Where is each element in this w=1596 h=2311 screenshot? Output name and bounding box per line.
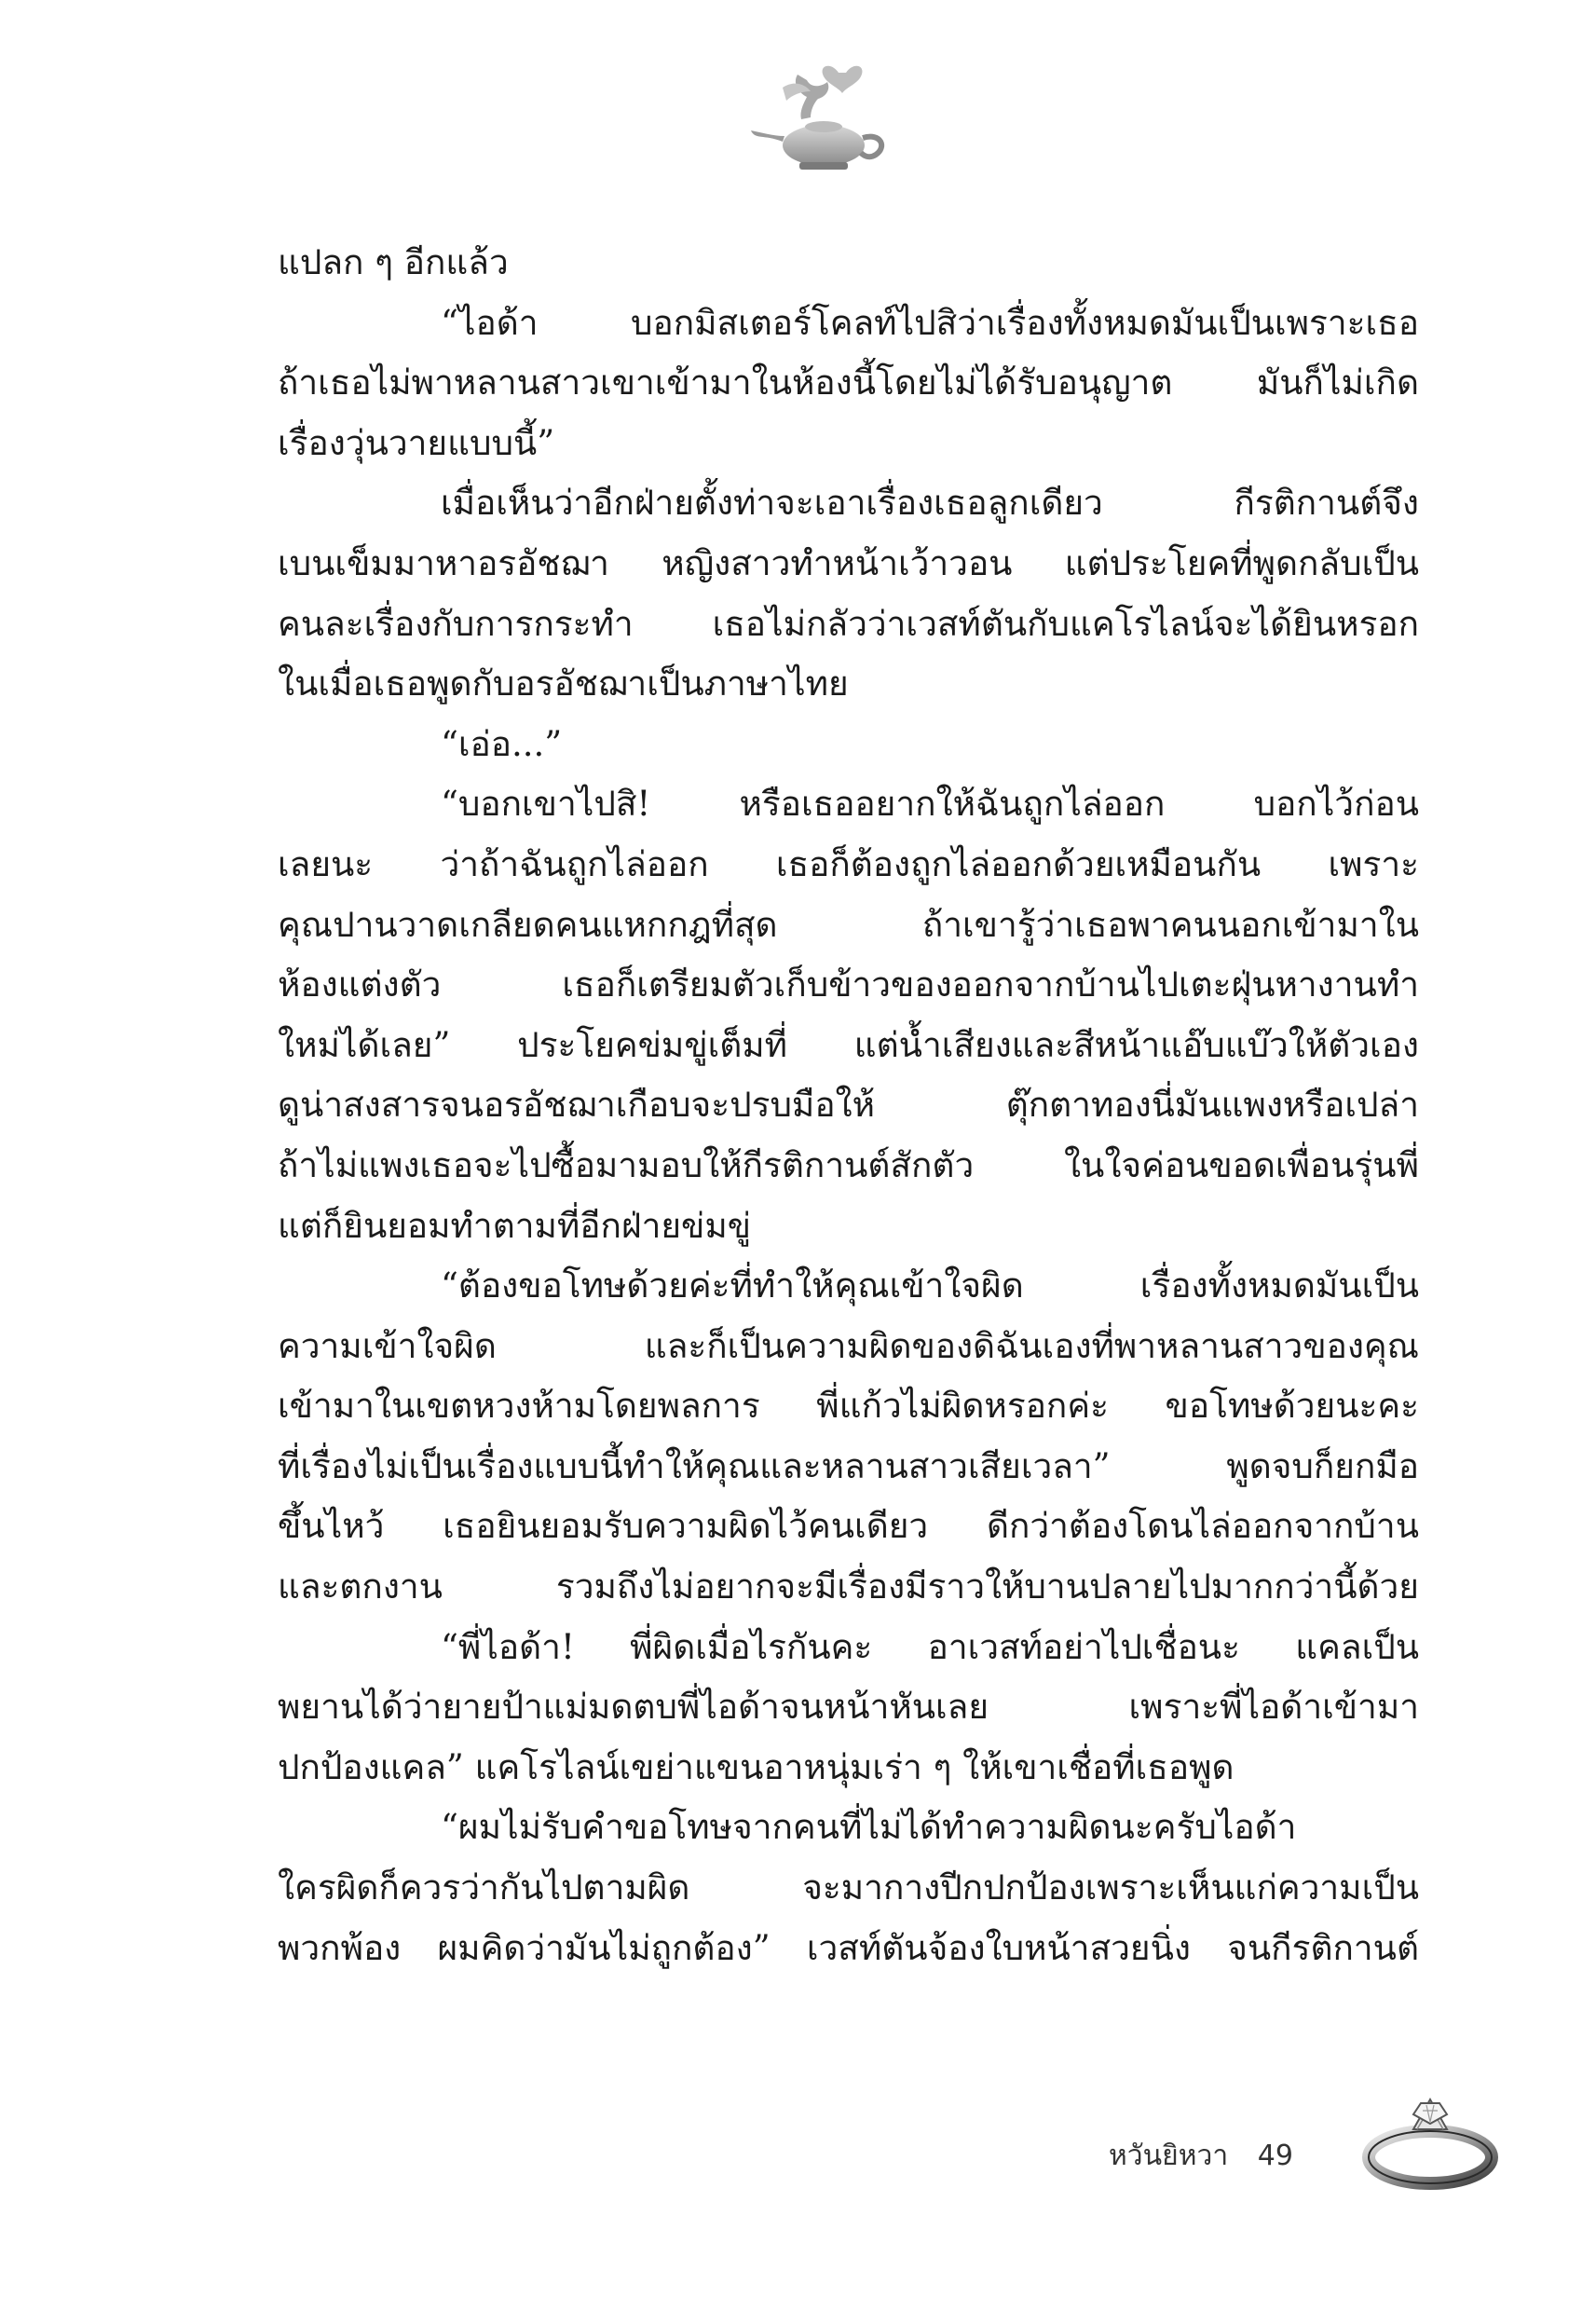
text-line: แปลก ๆ อีกแล้ว bbox=[278, 242, 509, 282]
page-number: 49 bbox=[1257, 2140, 1293, 2172]
text-line: พยานได้ว่ายายป้าแม่มดตบพี่ไอด้าจนหน้าหันเลย เพราะพี่ไอด้าเข้ามา bbox=[278, 1687, 1419, 1728]
text-line: “พี่ไอด้า! พี่ผิดเมื่อไรกันคะ อาเวสท์อย่าไปเชื่อนะ แคลเป็น bbox=[441, 1626, 1419, 1667]
text-line: เบนเข็มมาหาอรอัชฌา หญิงสาวทำหน้าเว้าวอน แต่ประโยคที่พูดกลับเป็น bbox=[278, 542, 1419, 583]
body-text bbox=[278, 233, 1419, 1978]
text-line: แต่ก็ยินยอมทำตามที่อีกฝ่ายข่มขู่ bbox=[278, 1205, 752, 1246]
text-line: คุณปานวาดเกลียดคนแหกกฎที่สุด ถ้าเขารู้ว่าเธอพาคนนอกเข้ามาใน bbox=[278, 904, 1419, 945]
text-line: พวกพ้อง ผมคิดว่ามันไม่ถูกต้อง” เวสท์ตันจ้องใบหน้าสวยนิ่ง จนกีรติกานต์ bbox=[278, 1927, 1419, 1968]
text-line: เมื่อเห็นว่าอีกฝ่ายตั้งท่าจะเอาเรื่องเธอลูกเดียว กีรติกานต์จึง bbox=[441, 483, 1419, 524]
page-footer bbox=[1109, 2134, 1293, 2178]
text-line: ความเข้าใจผิด และก็เป็นความผิดของดิฉันเองที่พาหลานสาวของคุณ bbox=[278, 1325, 1419, 1366]
text-line: ถ้าเธอไม่พาหลานสาวเขาเข้ามาในห้องนี้โดยไม่ได้รับอนุญาต มันก็ไม่เกิด bbox=[278, 362, 1419, 403]
text-line: เข้ามาในเขตหวงห้ามโดยพลการ พี่แก้วไม่ผิดหรอกค่ะ ขอโทษด้วยนะคะ bbox=[278, 1386, 1419, 1427]
text-line: ใหม่ได้เลย” ประโยคข่มขู่เต็มที่ แต่น้ำเสียงและสีหน้าแอ๊บแบ๊วให้ตัวเอง bbox=[278, 1024, 1419, 1065]
text-line: ปกป้องแคล” แคโรไลน์เขย่าแขนอาหนุ่มเร่า ๆ ให้เขาเชื่อที่เธอพูด bbox=[278, 1746, 1235, 1787]
text-line: “ไอด้า บอกมิสเตอร์โคลท์ไปสิว่าเรื่องทั้งหมดมันเป็นเพราะเธอ bbox=[441, 302, 1419, 343]
text-line: ถ้าไม่แพงเธอจะไปซื้อมามอบให้กีรติกานต์สักตัว ในใจค่อนขอดเพื่อนรุ่นพี่ bbox=[278, 1144, 1419, 1185]
text-line: ในเมื่อเธอพูดกับอรอัชฌาเป็นภาษาไทย bbox=[278, 663, 849, 704]
text-line: เรื่องวุ่นวายแบบนี้” bbox=[278, 422, 555, 463]
text-line: “บอกเขาไปสิ! หรือเธออยากให้ฉันถูกไล่ออก บอกไว้ก่อน bbox=[441, 784, 1419, 825]
text-line: และตกงาน รวมถึงไม่อยากจะมีเรื่องมีราวให้บานปลายไปมากกว่านี้ด้วย bbox=[278, 1566, 1419, 1607]
text-line: ดูน่าสงสารจนอรอัชฌาเกือบจะปรบมือให้ ตุ๊กตาทองนี่มันแพงหรือเปล่า bbox=[278, 1085, 1419, 1126]
text-line: ใครผิดก็ควรว่ากันไปตามผิด จะมากางปีกปกป้องเพราะเห็นแก่ความเป็น bbox=[278, 1867, 1419, 1908]
text-line: ที่เรื่องไม่เป็นเรื่องแบบนี้ทำให้คุณและหลานสาวเสียเวลา” พูดจบก็ยกมือ bbox=[278, 1445, 1419, 1486]
text-line: ห้องแต่งตัว เธอก็เตรียมตัวเก็บข้าวของออกจากบ้านไปเตะฝุ่นหางานทำ bbox=[278, 964, 1419, 1005]
text-line: “เอ่อ...” bbox=[441, 723, 563, 764]
cupid-teapot-icon bbox=[745, 56, 894, 186]
text-line: คนละเรื่องกับการกระทำ เธอไม่กลัวว่าเวสท์ตันกับแคโรไลน์จะได้ยินหรอก bbox=[278, 603, 1419, 644]
text-line: “ต้องขอโทษด้วยค่ะที่ทำให้คุณเข้าใจผิด เรื่องทั้งหมดมันเป็น bbox=[441, 1265, 1419, 1306]
book-title: หวันยิหวา bbox=[1109, 2140, 1229, 2172]
text-line: เลยนะ ว่าถ้าฉันถูกไล่ออก เธอก็ต้องถูกไล่ออกด้วยเหมือนกัน เพราะ bbox=[278, 843, 1419, 884]
diamond-ring-icon bbox=[1356, 2083, 1505, 2195]
text-line: ขึ้นไหว้ เธอยินยอมรับความผิดไว้คนเดียว ดีกว่าต้องโดนไล่ออกจากบ้าน bbox=[278, 1506, 1419, 1547]
text-line: “ผมไม่รับคำขอโทษจากคนที่ไม่ได้ทำความผิดนะครับไอด้า bbox=[441, 1807, 1297, 1848]
